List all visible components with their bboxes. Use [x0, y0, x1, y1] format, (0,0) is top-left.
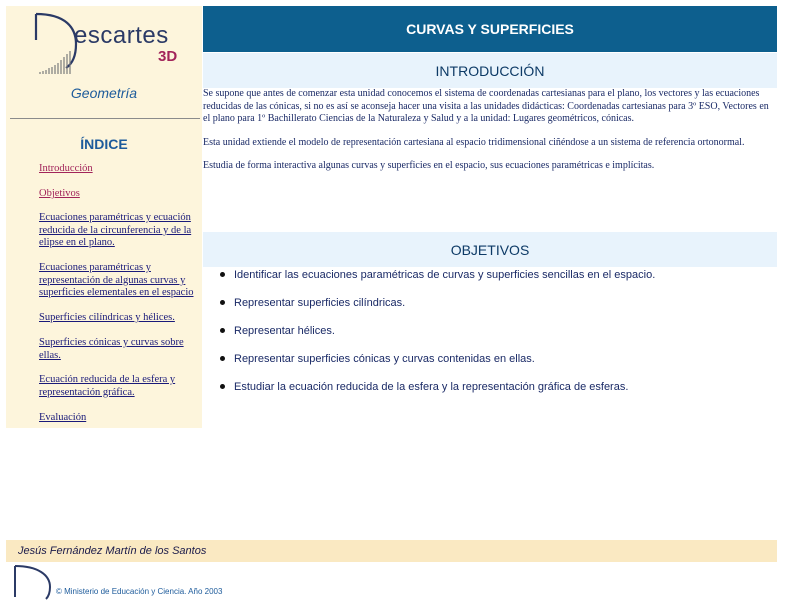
bullet-icon [220, 300, 225, 305]
objective-item [203, 296, 773, 324]
bullet-icon [220, 356, 225, 361]
descartes-logo [32, 10, 182, 76]
objective-item [203, 380, 773, 408]
objective-text: Estudiar la ecuación reducida de la esfera y la representación gráfica de esferas. [234, 381, 629, 393]
objective-item [203, 324, 773, 352]
nav-link-evaluacion[interactable]: Evaluación [39, 412, 87, 423]
bullet-icon [220, 328, 225, 333]
bullet-icon [220, 384, 225, 389]
intro-title: INTRODUCCIÓN [435, 62, 545, 79]
nav-link-superficies-conicas[interactable]: Superficies cónicas y curvas sobre ellas. [39, 337, 184, 361]
author-bar [6, 540, 777, 562]
nav-link-ecuaciones-plano[interactable]: Ecuaciones paramétricas y ecuación reducida de la circunferencia y de la elipse en el plano. [39, 212, 192, 249]
intro-section-header [203, 53, 777, 88]
sidebar-divider [10, 118, 200, 119]
objectives-title: OBJETIVOS [450, 241, 530, 258]
objectives-section-header [203, 232, 777, 267]
objectives-list [203, 268, 773, 408]
nav-link-objetivos[interactable]: Objetivos [39, 188, 80, 199]
objective-item [203, 268, 773, 296]
sidebar [6, 6, 202, 428]
index-title: ÍNDICE [80, 136, 128, 152]
objective-text: Representar superficies cilíndricas. [234, 297, 406, 309]
objective-text: Representar superficies cónicas y curvas contenidas en ellas. [234, 353, 535, 365]
nav-link-superficies-cilindricas[interactable]: Superficies cilíndricas y hélices. [39, 312, 175, 323]
page-title: CURVAS Y SUPERFICIES [406, 21, 574, 37]
intro-body [203, 88, 775, 184]
page-title-bar [203, 6, 777, 52]
intro-paragraph: Esta unidad extiende el modelo de representación cartesiana al espacio tridimensional ciñéndose a un sistema de referencia ortonormal. [203, 136, 745, 148]
intro-paragraph: Se supone que antes de comenzar esta unidad conocemos el sistema de coordenadas cartesianas para el plano, los vectores y las ecuaciones reducidas de las cónicas, si no es así se aconseja hacer una visita a las unidades didácticas: Coordenadas cartesianas para 3º ESO, Vectores en el plano para 1º Bachillerato Ciencias de la Naturaleza y Salud y a la unidad: Lugares geométricos, cónicas. [203, 88, 769, 124]
intro-paragraph: Estudia de forma interactiva algunas curvas y superficies en el espacio, sus ecuaciones paramétricas e implícitas. [203, 160, 655, 171]
copyright-text: © Ministerio de Educación y Ciencia. Año 2003 [56, 587, 223, 596]
author-name: Jesús Fernández Martín de los Santos [18, 545, 207, 557]
nav-link-ecuaciones-espacio[interactable]: Ecuaciones paramétricas y representación de algunas curvas y superficies elementales en el espacio [39, 262, 194, 299]
sidebar-subtitle: Geometría [70, 85, 138, 101]
bullet-icon [220, 272, 225, 277]
nav-link-introduccion[interactable]: Introducción [39, 163, 93, 174]
objective-item [203, 352, 773, 380]
objective-text: Identificar las ecuaciones paramétricas de curvas y superficies sencillas en el espacio. [234, 269, 656, 281]
objective-text: Representar hélices. [234, 325, 335, 337]
logo-text: escartes [74, 22, 169, 49]
nav-link-esfera[interactable]: Ecuación reducida de la esfera y representación gráfica. [39, 374, 176, 398]
descartes-small-logo-icon [12, 563, 54, 600]
logo-3d-label: 3D [158, 48, 178, 65]
